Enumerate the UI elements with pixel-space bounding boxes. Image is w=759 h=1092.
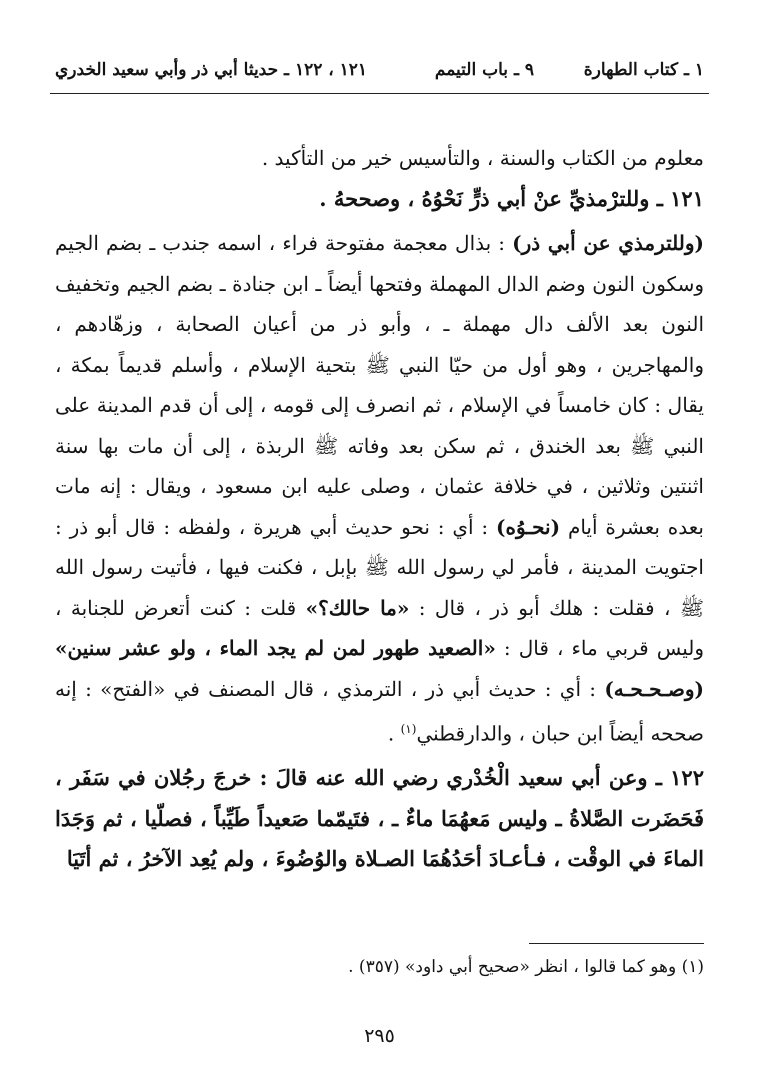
header-chapter-title: ٩ ـ باب التيمم — [434, 60, 534, 80]
commentary-text-part4: : أي : حديث أبي ذر ، الترمذي ، قال المصنف في «الفتح» : إنه صححه أيضاً ابن حبان ، والدارقطني — [55, 676, 704, 746]
commentary-end: . — [387, 721, 401, 746]
commentary-121 — [55, 223, 704, 754]
commentary-quote-saeed: «الصعيد طهور لمن لم يجد الماء ، ولو عشر سنين» — [55, 636, 496, 660]
hadith-122-text: ١٢٢ ـ وعن أبي سعيد الْخُدْري رضي الله عنه قالَ : خرجَ رجُلان في سَفَر ، فَحَضَرت الصَّلاةُ ـ وليس مَعهُمَا ماءٌ ـ ، فتَيمّما صَعيداً طَيِّباً ، فصلّيا ، ثم وَجَدَا الماءَ في الوقْت ، فـأعـادَ أحَدُهُمَا الصـلاة والوُضُوءَ ، ولم يُعِد الآخرُ ، ثم أتَيَا — [55, 765, 704, 872]
commentary-nahwuhu-phrase: (نحـوُه) — [496, 514, 561, 539]
commentary-quote-halak: «ما حالك؟» — [305, 595, 410, 620]
commentary-text-part2: : أي : نحو حديث أبي هريرة ، ولفظه : قال أبو ذر : اجتويت المدينة ، فأمر لي رسول الله ﷺ بإبل ، فكنت فيها ، فأتيت رسول الله ﷺ ، فقلت : هلك أبو ذر ، قال : — [55, 514, 704, 620]
footnote: (١) وهو كما قالوا ، انظر «صحيح أبي داود» (٣٥٧) . — [348, 957, 704, 977]
commentary-sahhahu-phrase: (وصـحـحـه) — [604, 676, 704, 701]
page-number: ٢٩٥ — [364, 1025, 395, 1047]
paragraph-intro: معلوم من الكتاب والسنة ، والتأسيس خير من التأكيد . — [261, 146, 704, 170]
footnote-marker: (١) — [400, 722, 417, 736]
running-header — [55, 60, 704, 86]
hadith-121-text: ١٢١ ـ وللترْمذيِّ عنْ أبي ذرٍّ نَحْوُهُ ، وصححهُ . — [319, 185, 704, 211]
main-text — [55, 138, 704, 880]
footnote-divider — [529, 943, 704, 944]
commentary-text-part3: قلت : كنت أتعرض للجنابة ، وليس قربي ماء ، قال : — [55, 595, 704, 660]
header-hadith-reference: ١٢١ ، ١٢٢ ـ حديثا أبي ذر وأبي سعيد الخدري — [55, 60, 368, 80]
commentary-text-part1: : بذال معجمة مفتوحة فراء ، اسمه جندب ـ بضم الجيم وسكون النون وضم الدال المهملة وفتحها أيضاً ـ ابن جنادة ـ بضم الجيم وتخفيف النون بعد الألف دال مهملة ـ ، وأبو ذر من أعيان الصحابة ، وزهّادهم ، والمهاجرين ، وهو أول من حيّا النبي ﷺ بتحية الإسلام ، وأسلم قديماً بمكة ، يقال : كان خامساً في الإسلام ، ثم انصرف إلى قومه ، إلى أن قدم المدينة على النبي ﷺ بعد الخندق ، ثم سكن بعد وفاته ﷺ الربذة ، إلى أن مات بها سنة اثنتين وثلاثين ، في خلافة عثمان ، وصلى عليه ابن مسعود ، ويقال : إنه مات بعده بعشرة أيام — [55, 231, 704, 539]
commentary-lead-phrase: (وللترمذي عن أبي ذر) — [512, 231, 705, 255]
header-divider — [50, 93, 709, 94]
header-book-title: ١ ـ كتاب الطهارة — [583, 60, 704, 80]
